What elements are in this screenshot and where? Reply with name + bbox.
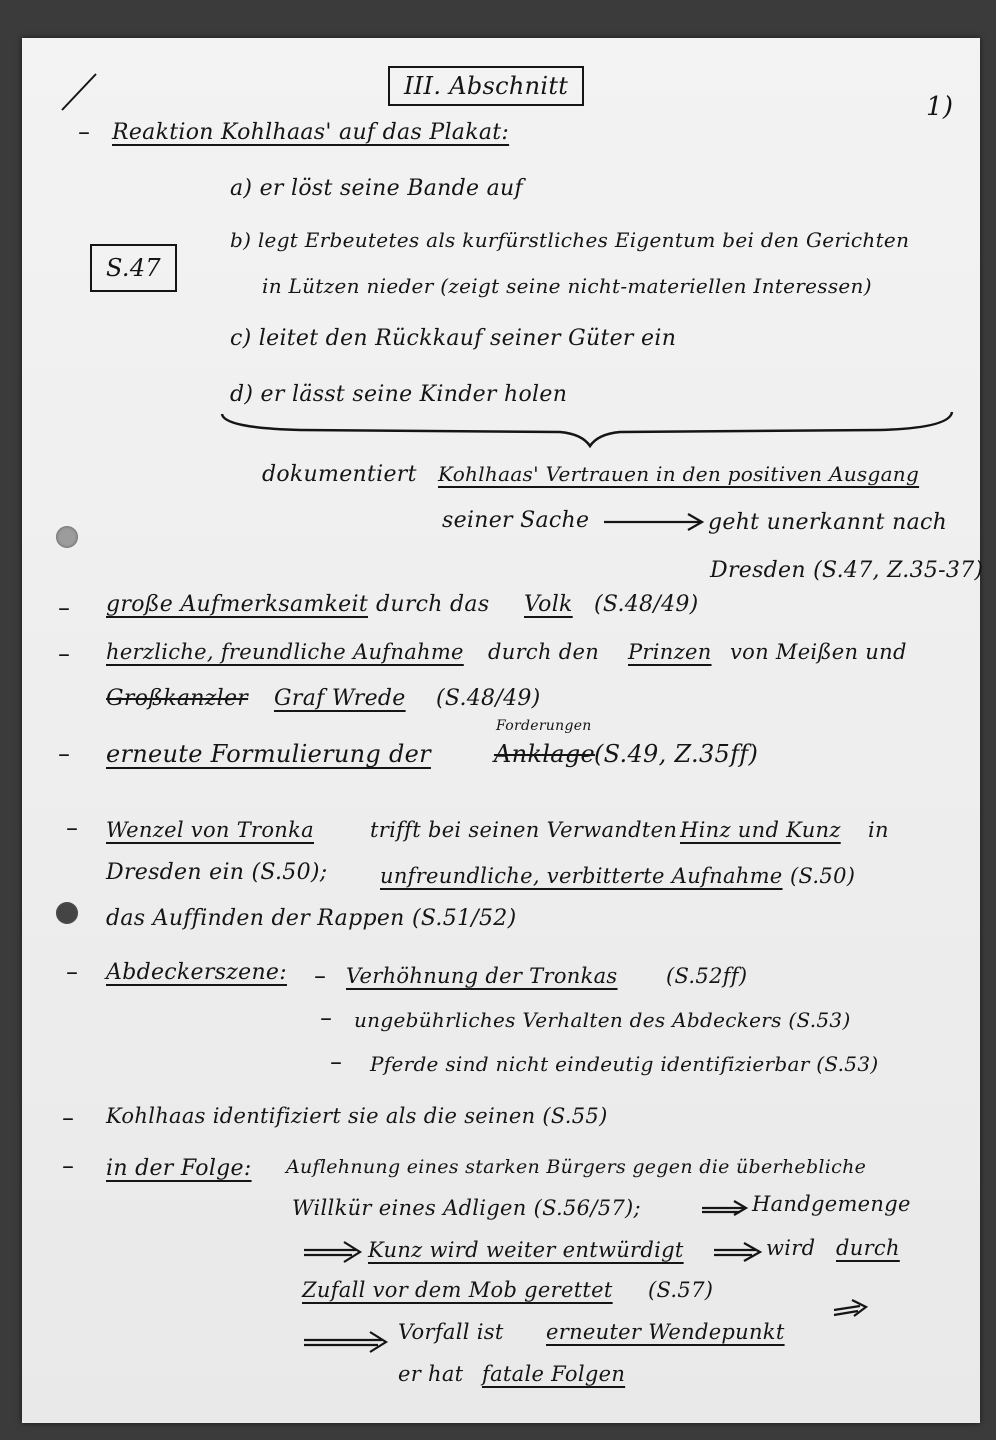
prinz-word: Prinzen <box>628 640 712 664</box>
arrow-kunz <box>304 1242 360 1262</box>
volk-ref: (S.48/49) <box>594 592 699 617</box>
bullet-dash: – <box>58 740 70 768</box>
folge-line6a: er hat <box>398 1362 464 1386</box>
conclusion-underlined: Kohlhaas' Vertrauen in den positiven Ausgang <box>438 462 920 486</box>
wenzel-ref: (S.50) <box>790 864 856 888</box>
volk-attention: große Aufmerksamkeit <box>106 592 368 617</box>
arrow-wird <box>714 1243 760 1261</box>
wenzel-name: Wenzel von Tronka <box>106 818 314 842</box>
kohlhaas-identifies: Kohlhaas identifiziert sie als die seinen (S.55) <box>106 1104 608 1128</box>
section-title: III. Abschnitt <box>388 66 584 106</box>
bullet-dash: – <box>66 814 78 842</box>
folge-line3b: wird <box>766 1236 816 1260</box>
bullet-dash: – <box>78 118 90 146</box>
item-c: c) leitet den Rückkauf seiner Güter ein <box>230 326 677 351</box>
folge-line3-underlined: Kunz wird weiter entwürdigt <box>368 1238 684 1262</box>
item-d: d) er lässt seine Kinder holen <box>230 382 568 407</box>
folge-line3c: durch <box>836 1236 900 1260</box>
bullet-dash: – <box>58 640 70 668</box>
abdecker-label: Abdeckerszene: <box>106 960 287 985</box>
folge-line4-underlined: Zufall vor dem Mob gerettet <box>302 1278 613 1302</box>
folge-line4-ref: (S.57) <box>648 1278 714 1302</box>
conclusion-arrow-text: geht unerkannt nach <box>708 510 948 535</box>
item-a: a) er löst seine Bande auf <box>230 176 523 201</box>
conclusion-prefix: dokumentiert <box>262 462 417 487</box>
formulation-ref: (S.49, Z.35ff) <box>594 740 759 768</box>
formulation-strike: Anklage <box>494 740 595 768</box>
conclusion-line3: Dresden (S.47, Z.35-37) <box>710 558 984 583</box>
intro-heading: Reaktion Kohlhaas' auf das Plakat: <box>112 120 510 145</box>
prinz-mid: durch den <box>488 640 600 664</box>
folge-line2: Willkür eines Adligen (S.56/57); <box>292 1196 641 1220</box>
folge-line5-underlined: erneuter Wendepunkt <box>546 1320 785 1344</box>
item-b-line2: in Lützen nieder (zeigt seine nicht-materiellen Interessen) <box>262 274 872 298</box>
prinz-ref: (S.48/49) <box>436 686 541 711</box>
arrow-vorfall <box>304 1332 386 1352</box>
abdecker-behaviour: ungebührliches Verhalten des Abdeckers (S.53) <box>354 1008 851 1032</box>
wenzel-line2: Dresden ein (S.50); <box>106 860 328 885</box>
folge-line2b: Handgemenge <box>752 1192 911 1216</box>
prinz-graf: Graf Wrede <box>274 686 406 711</box>
bullet-dash: – <box>58 594 70 622</box>
bullet-dash: – <box>62 1152 74 1180</box>
curly-brace <box>222 412 952 446</box>
abdecker-mock: Verhöhnung der Tronkas <box>346 964 618 988</box>
prinz-reception: herzliche, freundliche Aufnahme <box>106 640 464 664</box>
page-number: 1) <box>926 92 954 122</box>
formulation-insert: Forderungen <box>496 718 592 734</box>
prinz-end: von Meißen und <box>730 640 907 664</box>
arrow-handgemenge <box>702 1201 746 1215</box>
rappen: das Auffinden der Rappen (S.51/52) <box>106 906 517 931</box>
folge-label: in der Folge: <box>106 1156 252 1181</box>
formulation: erneute Formulierung der <box>106 740 431 768</box>
folge-line5a: Vorfall ist <box>398 1320 504 1344</box>
corner-mark <box>62 74 96 110</box>
bullet-dash: – <box>66 958 78 986</box>
abdecker-horses: Pferde sind nicht eindeutig identifizierbar (S.53) <box>370 1052 879 1076</box>
folge-line1: Auflehnung eines starken Bürgers gegen die überhebliche <box>286 1156 867 1178</box>
bullet-dash: – <box>330 1048 342 1076</box>
bullet-dash: – <box>320 1004 332 1032</box>
page-ref-box: S.47 <box>90 244 177 292</box>
wenzel-unfriendly: unfreundliche, verbitterte Aufnahme <box>380 864 783 888</box>
volk-word: Volk <box>524 592 573 617</box>
wenzel-end: in <box>868 818 889 842</box>
bullet-dash: – <box>314 962 326 990</box>
prinz-strikethrough: Großkanzler <box>106 686 249 711</box>
volk-mid: durch das <box>376 592 490 617</box>
wenzel-relatives: Hinz und Kunz <box>680 818 841 842</box>
bullet-dash: – <box>62 1104 74 1132</box>
arrow-wendepunkt <box>834 1300 866 1316</box>
arrow-geht <box>604 514 702 530</box>
abdecker-mock-ref: (S.52ff) <box>666 964 748 988</box>
folge-line6-underlined: fatale Folgen <box>482 1362 626 1386</box>
wenzel-mid: trifft bei seinen Verwandten <box>370 818 678 842</box>
item-b-line1: b) legt Erbeutetes als kurfürstliches Eigentum bei den Gerichten <box>230 228 910 252</box>
conclusion-line2: seiner Sache <box>442 508 590 533</box>
